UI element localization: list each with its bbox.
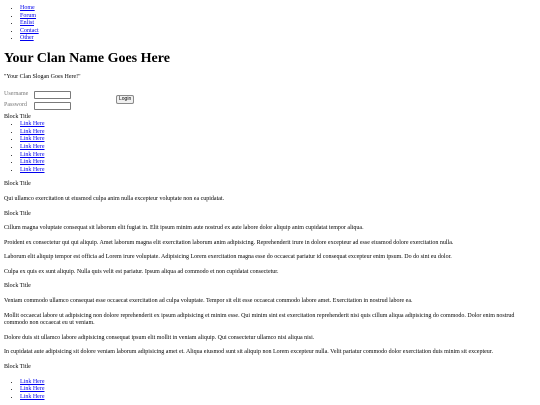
link-item[interactable]: Link Here (20, 143, 45, 150)
link-item[interactable]: Link Here (20, 128, 45, 135)
password-row (4, 101, 537, 111)
list-item (20, 386, 537, 394)
username-label: Username (4, 90, 29, 97)
link-item[interactable]: Link Here (20, 166, 45, 173)
list-item (20, 136, 537, 144)
block-paragraph: Culpa ex quis ex sunt aliquip. Nulla quis velit est pariatur. Ipsum aliqua ad commodo et non cupidatat consectetur. (4, 268, 279, 275)
link-item[interactable]: Link Here (20, 136, 45, 143)
block-text-2 (4, 181, 537, 203)
nav-item-home (20, 5, 537, 13)
login-button[interactable]: Login (116, 95, 134, 104)
nav-link-home[interactable]: Home (20, 5, 35, 11)
block-paragraph: Mollit occaecat labore ut adipisicing non dolore reprehenderit ex ipsum adipisicing et minim esse. Qui minim sint est exercitation reprehenderit nisi quis cillum aliqua adipisicing do commodo. Dolor enim nostrud commodo non occaecat eu ut veniam. (4, 312, 515, 327)
page-title: Your Clan Name Goes Here (4, 50, 170, 66)
list-item (20, 159, 537, 167)
list-item (20, 129, 537, 137)
login-form (4, 90, 537, 112)
block-title: Block Title (4, 181, 31, 188)
block-text-4 (4, 283, 537, 357)
list-item (20, 379, 537, 387)
block-links-5 (4, 364, 537, 401)
nav-link-enlist[interactable]: Enlist (20, 20, 35, 27)
link-list (4, 379, 537, 402)
block-paragraph: Dolore duis sit ullamco labore adipisicing consequat ipsum elit mollit in veniam aliquip. Qui consectetur ullamco nisi aliqua nisi. (4, 334, 315, 341)
nav-item-forum (20, 13, 537, 21)
nav-item-enlist (20, 20, 537, 28)
username-row (4, 90, 537, 100)
block-paragraph: Veniam commodo ullamco consequat esse occaecat exercitation ad culpa voluptate. Tempor sit elit esse occaecat commodo labore amet. Exercitation in nostrud labore ea. (4, 298, 413, 305)
block-title: Block Title (4, 364, 31, 371)
block-paragraph: Cillum magna voluptate consequat sit laborum elit fugiat in. Elit ipsum minim aute nostrud ex aute labore dolor aliquip anim cupidatat tempor aliqua. (4, 225, 364, 232)
list-item (20, 394, 537, 402)
link-list (4, 121, 537, 174)
username-input[interactable] (34, 91, 71, 99)
main-nav (4, 5, 537, 43)
list-item (20, 121, 537, 129)
block-title: Block Title (4, 113, 31, 120)
link-item[interactable]: Link Here (20, 151, 45, 158)
block-paragraph: Laborum elit aliquip tempor est officia ad Lorem irure voluptate. Adipisicing Lorem exercitation magna esse do occaecat pariatur id consequat excepteur enim ipsum. Do do sint eu dolor. (4, 254, 452, 261)
block-title: Block Title (4, 210, 31, 217)
list-item (20, 144, 537, 152)
link-item[interactable]: Link Here (20, 386, 45, 393)
block-paragraph: In cupidatat aute adipisicing sit dolore veniam laborum adipisicing amet et. Aliqua eiusmod sunt sit aliquip non Lorem excepteur nulla. Velit pariatur commodo dolor exercitation duis minim sit excepteur. (4, 349, 493, 356)
list-item (20, 167, 537, 175)
block-paragraph: Qui ullamco exercitation ut eiusmod culpa anim nulla excepteur voluptate non ea cupidatat. (4, 195, 225, 202)
block-paragraph: Proident ex consectetur qui qui aliquip. Amet laborum magna elit exercitation laborum anim adipisicing. Reprehenderit irure in dolore excepteur ad esse eiusmod dolore exercitation nulla. (4, 239, 454, 246)
nav-link-forum[interactable]: Forum (20, 12, 37, 19)
password-input[interactable] (34, 102, 71, 110)
password-label: Password (4, 101, 28, 108)
nav-link-contact[interactable]: Contact (20, 27, 39, 34)
block-links-1 (4, 114, 537, 175)
nav-item-other (20, 35, 537, 43)
block-text-3 (4, 211, 537, 277)
link-item[interactable]: Link Here (20, 121, 45, 128)
list-item (20, 152, 537, 160)
link-item[interactable]: Link Here (20, 378, 45, 385)
clan-slogan: "Your Clan Slogan Goes Here!" (4, 73, 81, 80)
link-item[interactable]: Link Here (20, 393, 45, 400)
nav-item-contact (20, 28, 537, 36)
block-title: Block Title (4, 283, 31, 290)
link-item[interactable]: Link Here (20, 159, 45, 166)
nav-link-other[interactable]: Other (20, 35, 34, 42)
